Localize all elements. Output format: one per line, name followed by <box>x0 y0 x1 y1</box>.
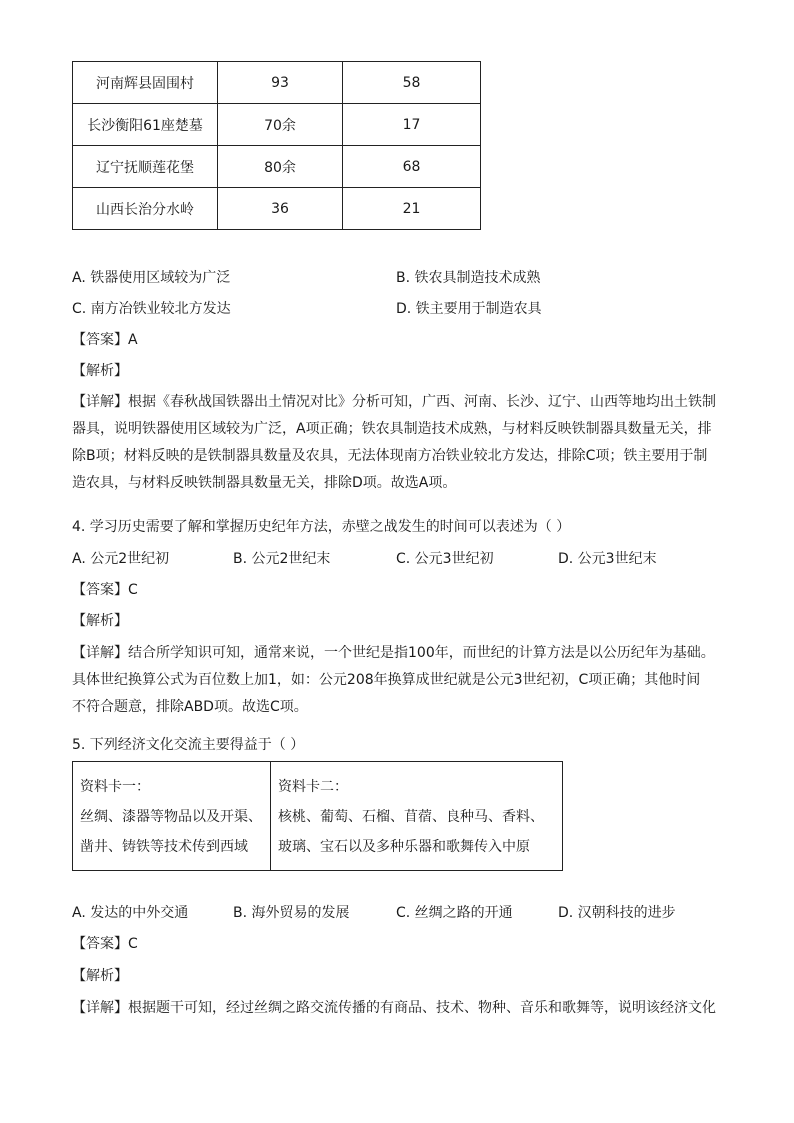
q5-option-d: D. 汉朝科技的进步 <box>558 905 676 921</box>
q5-analysis-label: 【解析】 <box>72 968 128 984</box>
q3-option-b: B. 铁农具制造技术成熟 <box>396 270 541 286</box>
table-row <box>73 762 563 871</box>
q3-analysis-label: 【解析】 <box>72 363 128 379</box>
q5-answer: 【答案】C <box>72 936 138 952</box>
q5-option-a: A. 发达的中外交通 <box>72 905 189 921</box>
q4-detail <box>72 640 722 721</box>
q4-option-d: D. 公元3世纪末 <box>558 551 657 567</box>
q5-detail <box>72 995 722 1022</box>
q3-detail-line: 器具，说明铁器使用区域较为广泛，A项正确；铁农具制造技术成熟，与材料反映铁制器具数量无关，排 <box>72 421 712 437</box>
table-row: 辽宁抚顺莲花堡 80余 68 <box>73 146 481 188</box>
table-row: 长沙衡阳61座楚墓 70余 17 <box>73 104 481 146</box>
material-card-two: 资料卡二： 核桃、葡萄、石榴、苜蓿、良种马、香料、 玻璃、宝石以及多种乐器和歌舞传入中原 <box>271 762 563 871</box>
q4-detail-line: 【详解】结合所学知识可知，通常来说，一个世纪是指100年，而世纪的计算方法是以公历纪年为基础。 <box>72 645 715 661</box>
q3-option-c: C. 南方冶铁业较北方发达 <box>72 301 231 317</box>
q3-detail-line: 造农具，与材料反映铁制器具数量无关，排除D项。故选A项。 <box>72 475 457 491</box>
q4-option-b: B. 公元2世纪末 <box>233 551 331 567</box>
q4-analysis-label: 【解析】 <box>72 613 128 629</box>
q3-option-d: D. 铁主要用于制造农具 <box>396 301 542 317</box>
q5-detail-line: 【详解】根据题干可知，经过丝绸之路交流传播的有商品、技术、物种、音乐和歌舞等，说明该经济文化 <box>72 1000 716 1016</box>
q3-option-a: A. 铁器使用区域较为广泛 <box>72 270 231 286</box>
table-row: 河南辉县固围村 93 58 <box>73 62 481 104</box>
material-card-one: 资料卡一： 丝绸、漆器等物品以及开渠、 凿井、铸铁等技术传到西域 <box>73 762 271 871</box>
q5-stem: 5. 下列经济文化交流主要得益于（ ） <box>72 737 305 753</box>
q3-detail-line: 【详解】根据《春秋战国铁器出土情况对比》分析可知，广西、河南、长沙、辽宁、山西等地均出土铁制 <box>72 394 716 410</box>
q4-stem: 4. 学习历史需要了解和掌握历史纪年方法，赤壁之战发生的时间可以表述为（ ） <box>72 519 571 535</box>
q4-option-a: A. 公元2世纪初 <box>72 551 170 567</box>
q3-detail-line: 除B项；材料反映的是铁制器具数量及农具，无法体现南方冶铁业较北方发达，排除C项；铁主要用于制 <box>72 448 708 464</box>
q4-detail-line: 具体世纪换算公式为百位数上加1，如：公元208年换算成世纪就是公元3世纪初，C项正确；其他时间 <box>72 672 701 688</box>
iron-artifact-table <box>72 61 481 230</box>
q5-option-c: C. 丝绸之路的开通 <box>396 905 513 921</box>
q3-answer: 【答案】A <box>72 332 138 348</box>
q4-option-c: C. 公元3世纪初 <box>396 551 494 567</box>
q3-detail <box>72 389 722 497</box>
q4-answer: 【答案】C <box>72 582 138 598</box>
table-row: 山西长治分水岭 36 21 <box>73 188 481 230</box>
q4-detail-line: 不符合题意，排除ABD项。故选C项。 <box>72 699 308 715</box>
q5-option-b: B. 海外贸易的发展 <box>233 905 350 921</box>
material-card-table <box>72 761 563 871</box>
